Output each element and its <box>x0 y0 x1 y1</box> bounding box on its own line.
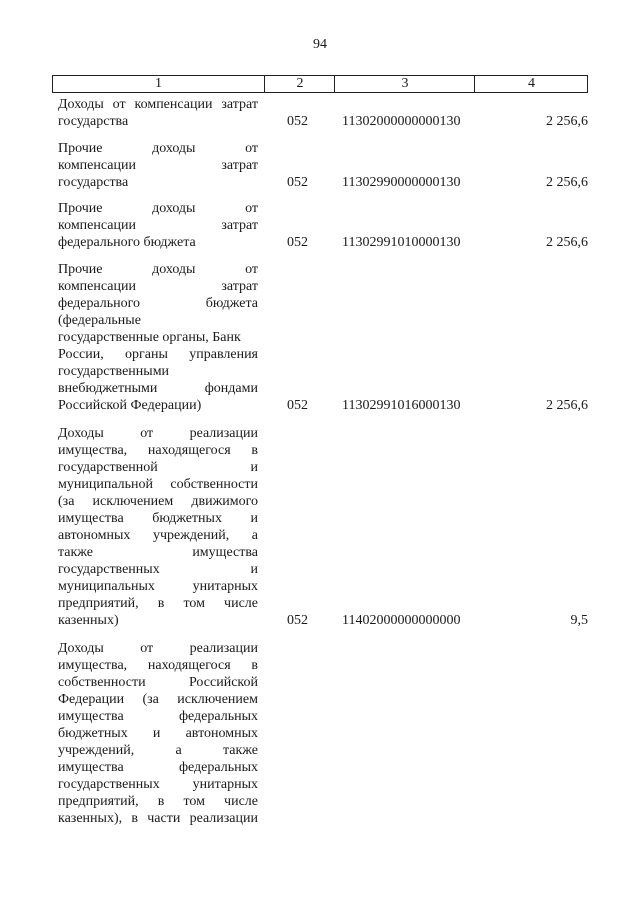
row-amount: 2 256,6 <box>546 114 588 129</box>
row-name: Доходы от реализации имущества, находящегося в собственности Российской Федерации (за исключением имущества федеральных бюджетных и автономных учреждений, а также имущества федеральных государственных унитарных предприятий, в том числе казенных), в части реализации <box>58 641 258 826</box>
row-name: Прочие доходы от компенсации затрат федерального бюджета <box>58 201 258 250</box>
row-kbk: 11402000000000000 <box>342 613 461 628</box>
row-name: Прочие доходы от компенсации затрат государства <box>58 141 258 190</box>
row-kbk: 11302991016000130 <box>342 398 461 413</box>
header-col-2: 2 <box>264 76 335 92</box>
header-col-4: 4 <box>474 76 588 92</box>
row-amount: 2 256,6 <box>546 398 588 413</box>
row-code: 052 <box>287 613 308 628</box>
row-name: Прочие доходы от компенсации затрат федерального бюджета (федеральные государственные органы, Банк России, органы управления государственными внебюджетными фондами Российской Федерации) <box>58 262 258 413</box>
table-header <box>52 75 588 93</box>
row-code: 052 <box>287 175 308 190</box>
header-col-3: 3 <box>334 76 475 92</box>
row-kbk: 11302991010000130 <box>342 235 461 250</box>
header-col-1: 1 <box>155 76 162 91</box>
row-code: 052 <box>287 114 308 129</box>
row-kbk: 11302000000000130 <box>342 114 461 129</box>
row-amount: 2 256,6 <box>546 175 588 190</box>
row-code: 052 <box>287 398 308 413</box>
page-number: 94 <box>313 37 327 52</box>
row-amount: 9,5 <box>570 613 588 628</box>
row-amount: 2 256,6 <box>546 235 588 250</box>
row-name: Доходы от реализации имущества, находящегося в государственной и муниципальной собственности (за исключением движимого имущества бюджетных и автономных учреждений, а также имущества государственных и муниципальных унитарных предприятий, в том числе казенных) <box>58 426 258 628</box>
row-kbk: 11302990000000130 <box>342 175 461 190</box>
row-name: Доходы от компенсации затрат государства <box>58 97 258 129</box>
row-code: 052 <box>287 235 308 250</box>
